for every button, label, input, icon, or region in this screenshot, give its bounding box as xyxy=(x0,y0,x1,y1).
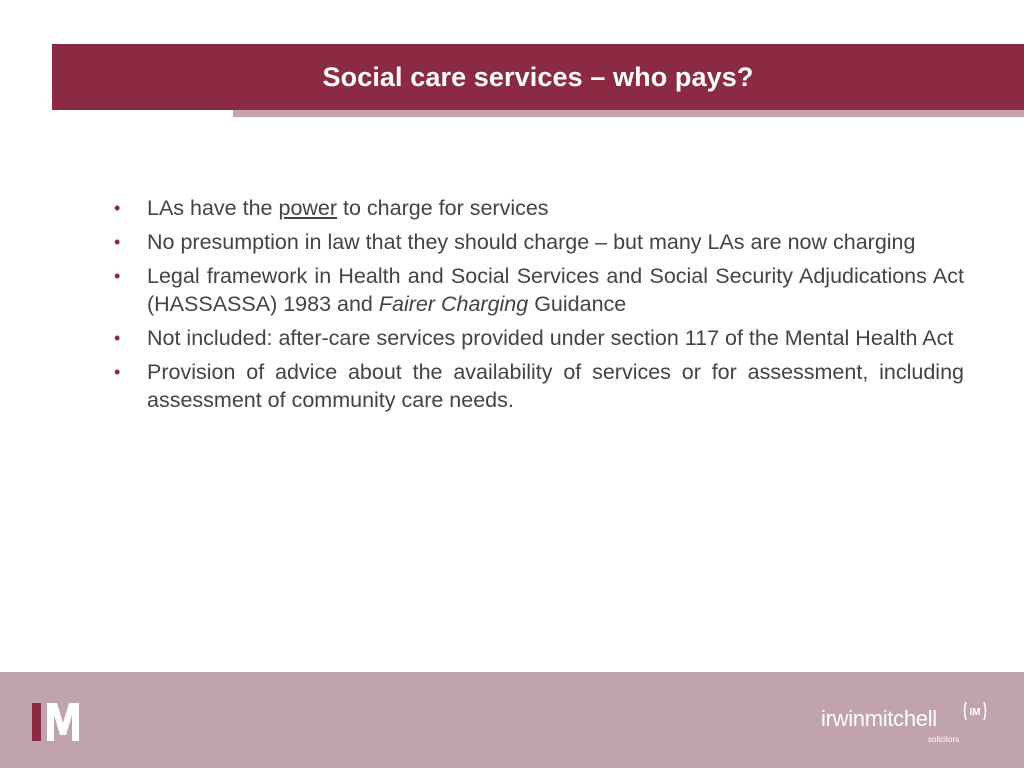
bullet-item xyxy=(112,194,964,222)
bullet-dot-icon: • xyxy=(114,328,121,348)
bullet-item xyxy=(112,358,964,414)
bullet-emphasis: power xyxy=(278,196,338,220)
im-logo-icon xyxy=(32,703,94,741)
bullet-text-post: Guidance xyxy=(528,292,627,316)
bullet-text: No presumption in law that they should charge – but many LAs are now charging xyxy=(147,230,916,254)
brand-mark-text: IM xyxy=(969,707,981,718)
title-underline-bar xyxy=(233,110,1024,117)
brand-mark-icon xyxy=(963,700,987,722)
brand-name: irwinmitchell xyxy=(821,706,937,731)
bullet-item xyxy=(112,262,964,318)
bullet-item xyxy=(112,228,964,256)
bullet-emphasis: Fairer Charging xyxy=(378,292,529,316)
bullet-dot-icon: • xyxy=(114,362,121,382)
bullet-text-pre: Legal framework in Health and Social Services and Social Security Adjudications Act (HASSASSA) 1983 and xyxy=(147,264,964,316)
bullet-dot-icon: • xyxy=(114,198,121,218)
bullet-item xyxy=(112,324,964,352)
bullet-list xyxy=(112,194,964,420)
brand-subtitle: solicitors xyxy=(928,735,960,744)
bullet-text: Not included: after-care services provided under section 117 of the Mental Health Act xyxy=(147,326,954,350)
bullet-text: Provision of advice about the availability of services or for assessment, including assessment of community care needs. xyxy=(147,360,964,412)
bullet-dot-icon: • xyxy=(114,232,121,252)
bullet-dot-icon: • xyxy=(114,266,121,286)
slide-title: Social care services – who pays? xyxy=(322,61,754,92)
bullet-text-pre: LAs have the xyxy=(147,196,279,220)
bullet-text-post: to charge for services xyxy=(337,196,549,220)
